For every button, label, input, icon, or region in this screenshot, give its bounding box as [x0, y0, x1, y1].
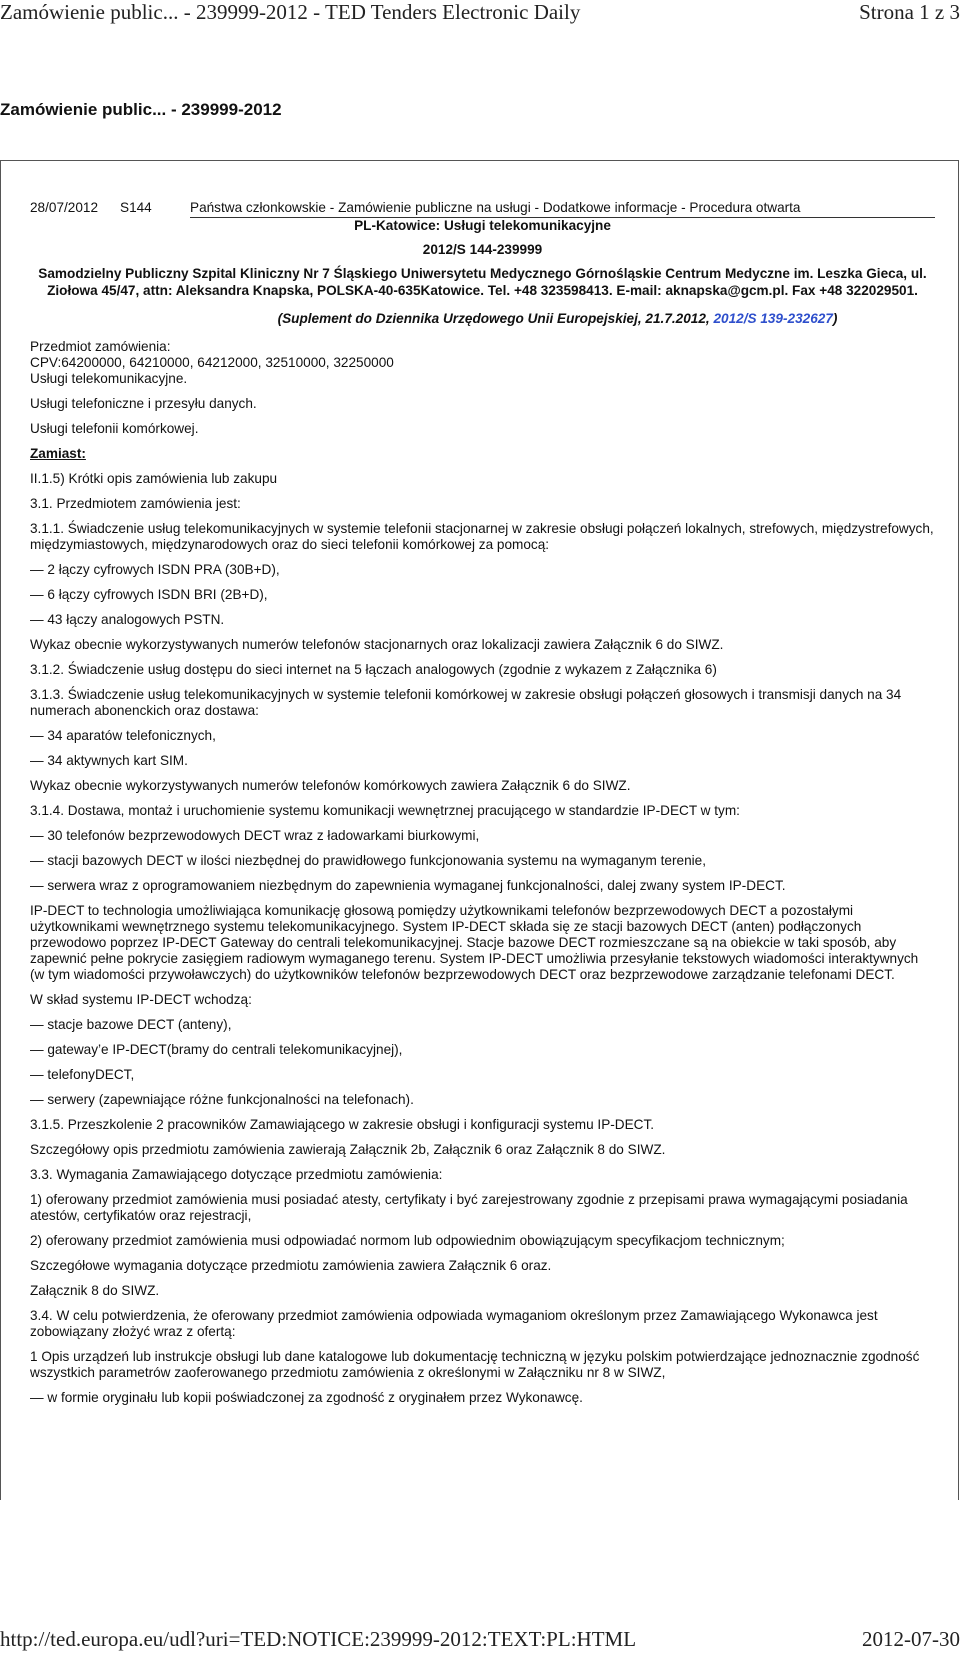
dash-item: — serwery (zapewniające różne funkcjonalności na telefonach). [30, 1092, 414, 1107]
dash-item: — 34 aktywnych kart SIM. [30, 753, 188, 768]
paragraph: 2) oferowany przedmiot zamówienia musi odpowiadać normom lub odpowiednim obowiązującym specyfikacjom technicznym; [30, 1233, 785, 1248]
frame-top-border [0, 160, 958, 161]
paragraph: Wykaz obecnie wykorzystywanych numerów telefonów stacjonarnych oraz lokalizacji zawiera Załącznik 6 do SIWZ. [30, 637, 724, 652]
cpv-description: Usługi telekomunikacyjne. [30, 371, 188, 386]
dash-item: — stacje bazowe DECT (anteny), [30, 1017, 232, 1032]
paragraph: Usługi telefonii komórkowej. [30, 421, 199, 436]
dash-item: — 6 łączy cyfrowych ISDN BRI (2B+D), [30, 587, 268, 602]
supplement-reference [30, 311, 935, 327]
instead-label: Zamiast: [30, 446, 86, 461]
notice-series: S144 [120, 200, 152, 215]
dash-item: — 43 łączy analogowych PSTN. [30, 612, 225, 627]
dash-item: — w formie oryginału lub kopii poświadczonej za zgodność z oryginałem przez Wykonawcę. [30, 1390, 583, 1405]
notice-description: Państwa członkowskie - Zamówienie publiczne na usługi - Dodatkowe informacje - Procedura otwarta [190, 200, 935, 218]
paragraph: W skład systemu IP-DECT wchodzą: [30, 992, 252, 1007]
subject-label: Przedmiot zamówienia: [30, 339, 171, 354]
dash-item: — 30 telefonów bezprzewodowych DECT wraz z ładowarkami biurkowymi, [30, 828, 480, 843]
paragraph: Wykaz obecnie wykorzystywanych numerów telefonów komórkowych zawiera Załącznik 6 do SIWZ. [30, 778, 631, 793]
contracting-body: Samodzielny Publiczny Szpital Kliniczny Nr 7 Śląskiego Uniwersytetu Medycznego Górnośląskie Centrum Medyczne im. Leszka Gieca, ul. Ziołowa 45/47, attn: Aleksandra Knapska, POLSKA-40-635Katowice. Tel. +48 323598413. E-mail: aknapska@gcm.pl. Fax +48 322029501. [38, 266, 927, 298]
paragraph: 3.1.3. Świadczenie usług telekomunikacyjnych w systemie telefonii komórkowej w zakresie obsługi połączeń głosowych i transmisji danych na 34 numerach abonenckich oraz dostawa: [30, 687, 902, 718]
notice-date: 28/07/2012 [30, 200, 99, 215]
notice-content [30, 200, 935, 1415]
dash-item: — 34 aparatów telefonicznych, [30, 728, 216, 743]
paragraph: 3.1. Przedmiotem zamówienia jest: [30, 496, 241, 511]
supplement-prefix: (Suplement do Dziennika Urzędowego Unii Europejskiej, 21.7.2012, [277, 311, 714, 326]
document-heading: Zamówienie public... - 239999-2012 [0, 100, 282, 119]
paragraph: 3.4. W celu potwierdzenia, że oferowany przedmiot zamówienia odpowiada wymaganiom określonym przez Zamawiającego Wykonawca jest zobowiązany złożyć wraz z ofertą: [30, 1308, 878, 1339]
dash-item: — 2 łączy cyfrowych ISDN PRA (30B+D), [30, 562, 280, 577]
notice-number: 2012/S 144-239999 [422, 242, 543, 257]
print-header-page: Strona 1 z 3 [859, 0, 960, 24]
frame-right-border [958, 160, 959, 1500]
paragraph: 3.1.1. Świadczenie usług telekomunikacyjnych w systemie telefonii stacjonarnej w zakresie obsługi połączeń lokalnych, strefowych, międzystrefowych, międzymiastowych, międzynarodowych oraz do sieci telefonii komórkowej za pomocą: [30, 521, 934, 552]
paragraph: Usługi telefoniczne i przesyłu danych. [30, 396, 257, 411]
supplement-suffix: ) [832, 311, 838, 326]
paragraph: II.1.5) Krótki opis zamówienia lub zakupu [30, 471, 278, 486]
supplement-link[interactable]: 2012/S 139-232627 [713, 311, 833, 326]
print-footer-url: http://ted.europa.eu/udl?uri=TED:NOTICE:239999-2012:TEXT:PL:HTML [0, 1627, 637, 1651]
paragraph: 3.1.5. Przeszkolenie 2 pracowników Zamawiającego w zakresie obsługi i konfiguracji systemu IP-DECT. [30, 1117, 655, 1132]
paragraph: 1) oferowany przedmiot zamówienia musi posiadać atesty, certyfikaty i być zarejestrowany zgodnie z przepisami prawa wymagającymi posiadania atestów, certyfikatów oraz rejestracji, [30, 1192, 908, 1223]
notice-subject: PL-Katowice: Usługi telekomunikacyjne [354, 218, 611, 233]
print-footer-date: 2012-07-30 [862, 1627, 960, 1651]
dash-item: — gateway’e IP-DECT(bramy do centrali telekomunikacyjnej), [30, 1042, 403, 1057]
print-header [0, 0, 960, 26]
paragraph: 3.1.4. Dostawa, montaż i uruchomienie systemu komunikacji wewnętrznej pracującego w standardzie IP-DECT w tym: [30, 803, 740, 818]
dash-item: — stacji bazowych DECT w ilości niezbędnej do prawidłowego funkcjonowania systemu na wymaganym terenie, [30, 853, 706, 868]
paragraph: Szczegółowe wymagania dotyczące przedmiotu zamówienia zawiera Załącznik 6 oraz. [30, 1258, 552, 1273]
cpv-codes: CPV:64200000, 64210000, 64212000, 32510000, 32250000 [30, 355, 394, 370]
frame-left-border [0, 160, 1, 1500]
paragraph: 3.3. Wymagania Zamawiającego dotyczące przedmiotu zamówienia: [30, 1167, 443, 1182]
notice-body [30, 339, 935, 1406]
paragraph: 3.1.2. Świadczenie usług dostępu do sieci internet na 5 łączach analogowych (zgodnie z wykazem z Załącznika 6) [30, 662, 717, 677]
print-header-title: Zamówienie public... - 239999-2012 - TED Tenders Electronic Daily [0, 0, 581, 24]
dash-item: — serwera wraz z oprogramowaniem niezbędnym do zapewnienia wymaganej funkcjonalności, dalej zwany system IP-DECT. [30, 878, 786, 893]
paragraph: Szczegółowy opis przedmiotu zamówienia zawierają Załącznik 2b, Załącznik 6 oraz Załącznik 8 do SIWZ. [30, 1142, 666, 1157]
paragraph: IP-DECT to technologia umożliwiająca komunikację głosową pomiędzy użytkownikami telefonów bezprzewodowych DECT a pozostałymi użytkownikami wewnętrznego systemu telekomunikacyjnego. System IP-DECT składa się ze stacji bazowych DECT (anten) podłączonych przewodowo poprzez IP-DECT Gateway do centrali telekomunikacyjnej. Stacje bazowe DECT rozmieszczane są na obiekcie w taki sposób, aby zapewnić pełne pokrycie zasięgiem radiowym wymaganego terenu. System IP-DECT umożliwia przesyłanie tekstowych wiadomości interaktywnych (w tym wiadomości przywoławczych) do użytkowników telefonów bezprzewodowych DECT oraz bezprzewodowe zarządzanie telefonami DECT. [30, 903, 919, 982]
print-footer [0, 1626, 960, 1654]
notice-info-line [30, 200, 935, 218]
dash-item: — telefonyDECT, [30, 1067, 135, 1082]
paragraph: Załącznik 8 do SIWZ. [30, 1283, 160, 1298]
paragraph: 1 Opis urządzeń lub instrukcje obsługi lub dane katalogowe lub dokumentację techniczną w języku polskim potwierdzające jednoznacznie zgodność wszystkich parametrów zaoferowanego przedmiotu zamówienia z określonymi w Załączniku nr 8 w SIWZ, [30, 1349, 920, 1380]
